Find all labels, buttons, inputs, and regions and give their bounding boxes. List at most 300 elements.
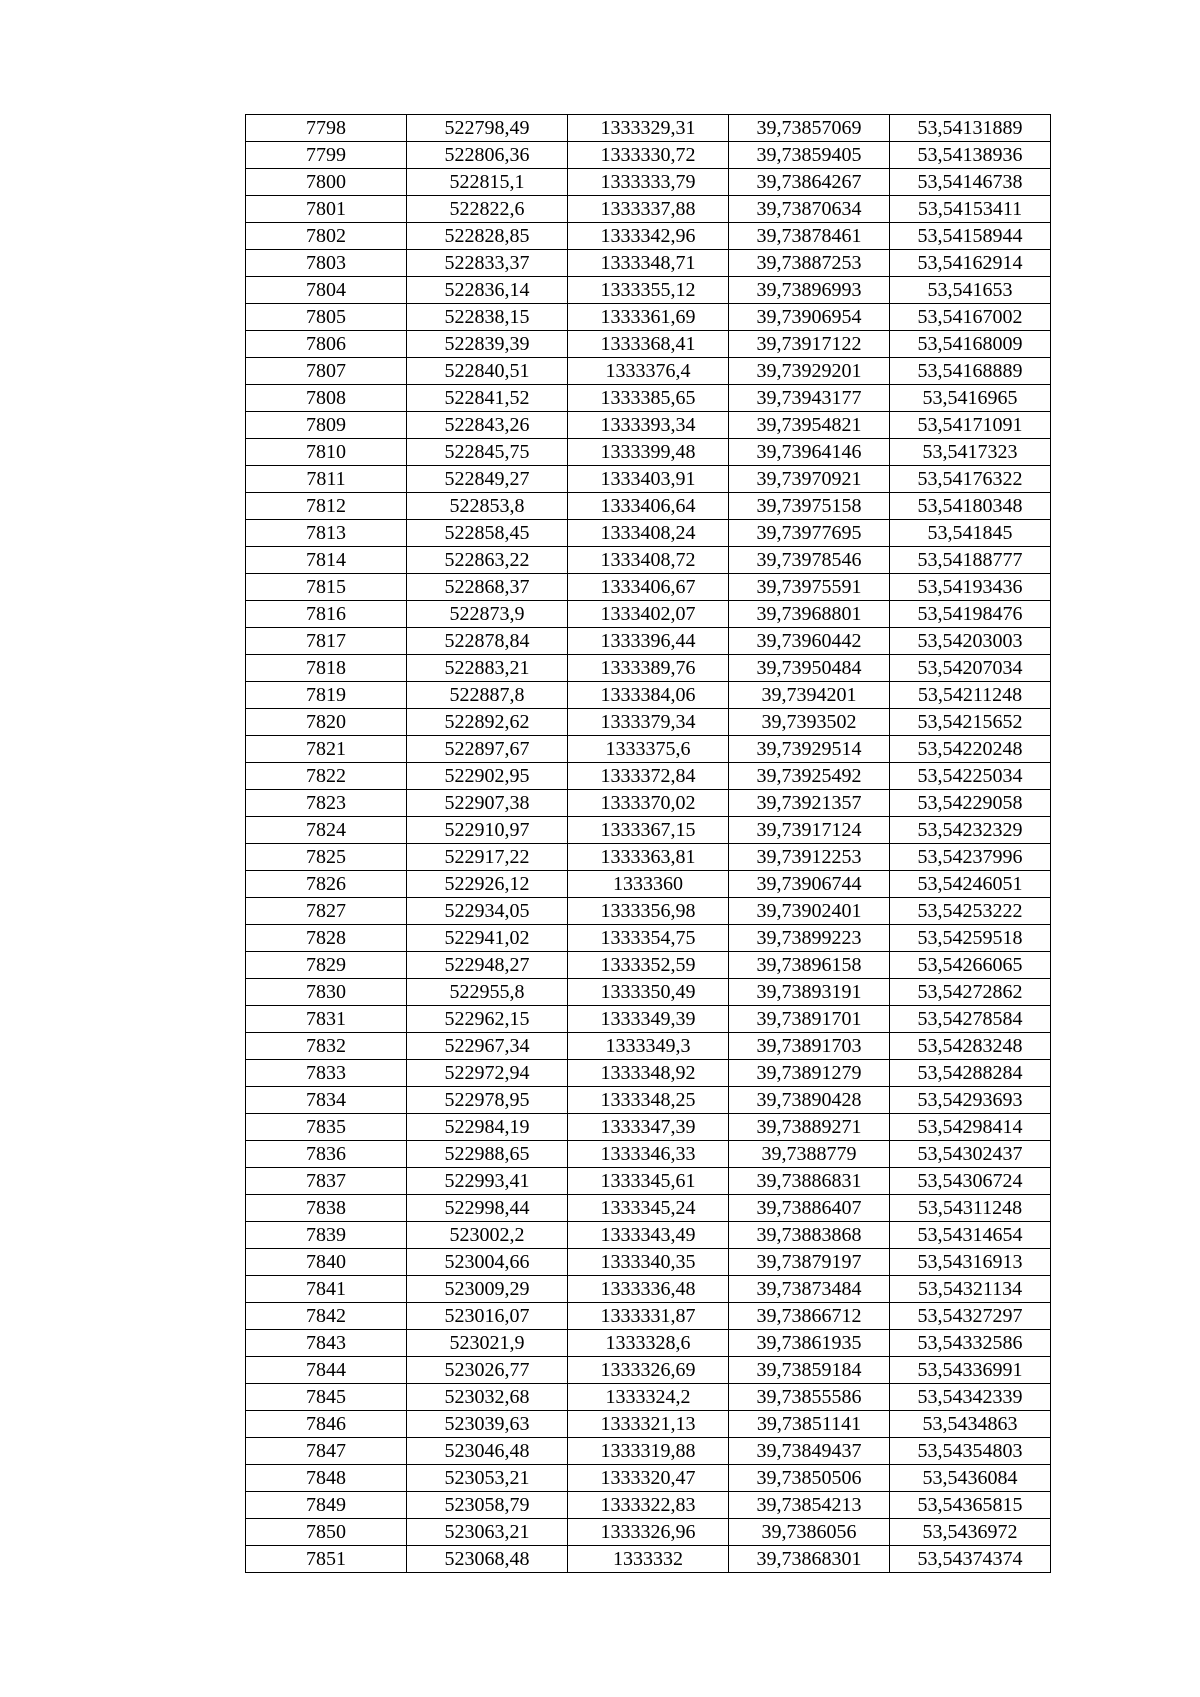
x-coordinate-cell: 522828,85 — [407, 223, 568, 250]
x-coordinate-cell: 522840,51 — [407, 358, 568, 385]
x-coordinate-cell: 523068,48 — [407, 1546, 568, 1573]
point-number-cell: 7800 — [246, 169, 407, 196]
longitude-cell: 39,73978546 — [729, 547, 890, 574]
longitude-cell: 39,73864267 — [729, 169, 890, 196]
point-number-cell: 7846 — [246, 1411, 407, 1438]
latitude-cell: 53,54146738 — [890, 169, 1051, 196]
y-coordinate-cell: 1333355,12 — [568, 277, 729, 304]
longitude-cell: 39,73968801 — [729, 601, 890, 628]
y-coordinate-cell: 1333406,64 — [568, 493, 729, 520]
longitude-cell: 39,73887253 — [729, 250, 890, 277]
latitude-cell: 53,54272862 — [890, 979, 1051, 1006]
y-coordinate-cell: 1333342,96 — [568, 223, 729, 250]
latitude-cell: 53,54176322 — [890, 466, 1051, 493]
point-number-cell: 7820 — [246, 709, 407, 736]
x-coordinate-cell: 522833,37 — [407, 250, 568, 277]
x-coordinate-cell: 522883,21 — [407, 655, 568, 682]
y-coordinate-cell: 1333403,91 — [568, 466, 729, 493]
x-coordinate-cell: 522902,95 — [407, 763, 568, 790]
table-row — [246, 1465, 1051, 1492]
y-coordinate-cell: 1333408,72 — [568, 547, 729, 574]
latitude-cell: 53,54171091 — [890, 412, 1051, 439]
table-row — [246, 196, 1051, 223]
x-coordinate-cell: 522841,52 — [407, 385, 568, 412]
y-coordinate-cell: 1333331,87 — [568, 1303, 729, 1330]
longitude-cell: 39,73943177 — [729, 385, 890, 412]
latitude-cell: 53,54131889 — [890, 115, 1051, 142]
latitude-cell: 53,5416965 — [890, 385, 1051, 412]
table-row — [246, 439, 1051, 466]
latitude-cell: 53,54342339 — [890, 1384, 1051, 1411]
x-coordinate-cell: 522863,22 — [407, 547, 568, 574]
longitude-cell: 39,7386056 — [729, 1519, 890, 1546]
table-row — [246, 817, 1051, 844]
y-coordinate-cell: 1333354,75 — [568, 925, 729, 952]
y-coordinate-cell: 1333376,4 — [568, 358, 729, 385]
latitude-cell: 53,54246051 — [890, 871, 1051, 898]
point-number-cell: 7835 — [246, 1114, 407, 1141]
point-number-cell: 7843 — [246, 1330, 407, 1357]
latitude-cell: 53,54188777 — [890, 547, 1051, 574]
point-number-cell: 7814 — [246, 547, 407, 574]
x-coordinate-cell: 522845,75 — [407, 439, 568, 466]
point-number-cell: 7828 — [246, 925, 407, 952]
longitude-cell: 39,73866712 — [729, 1303, 890, 1330]
x-coordinate-cell: 522815,1 — [407, 169, 568, 196]
longitude-cell: 39,73870634 — [729, 196, 890, 223]
latitude-cell: 53,54211248 — [890, 682, 1051, 709]
latitude-cell: 53,54302437 — [890, 1141, 1051, 1168]
longitude-cell: 39,73917122 — [729, 331, 890, 358]
table-row — [246, 1006, 1051, 1033]
longitude-cell: 39,73906744 — [729, 871, 890, 898]
longitude-cell: 39,73861935 — [729, 1330, 890, 1357]
y-coordinate-cell: 1333321,13 — [568, 1411, 729, 1438]
latitude-cell: 53,541653 — [890, 277, 1051, 304]
latitude-cell: 53,54232329 — [890, 817, 1051, 844]
point-number-cell: 7830 — [246, 979, 407, 1006]
point-number-cell: 7822 — [246, 763, 407, 790]
x-coordinate-cell: 522849,27 — [407, 466, 568, 493]
longitude-cell: 39,7394201 — [729, 682, 890, 709]
y-coordinate-cell: 1333356,98 — [568, 898, 729, 925]
table-row — [246, 358, 1051, 385]
latitude-cell: 53,54215652 — [890, 709, 1051, 736]
point-number-cell: 7826 — [246, 871, 407, 898]
y-coordinate-cell: 1333372,84 — [568, 763, 729, 790]
table-row — [246, 1114, 1051, 1141]
longitude-cell: 39,73891703 — [729, 1033, 890, 1060]
longitude-cell: 39,73889271 — [729, 1114, 890, 1141]
y-coordinate-cell: 1333345,61 — [568, 1168, 729, 1195]
table-row — [246, 979, 1051, 1006]
latitude-cell: 53,54168889 — [890, 358, 1051, 385]
latitude-cell: 53,54229058 — [890, 790, 1051, 817]
table-row — [246, 574, 1051, 601]
latitude-cell: 53,54193436 — [890, 574, 1051, 601]
y-coordinate-cell: 1333326,96 — [568, 1519, 729, 1546]
x-coordinate-cell: 523046,48 — [407, 1438, 568, 1465]
y-coordinate-cell: 1333337,88 — [568, 196, 729, 223]
latitude-cell: 53,54293693 — [890, 1087, 1051, 1114]
point-number-cell: 7823 — [246, 790, 407, 817]
point-number-cell: 7851 — [246, 1546, 407, 1573]
y-coordinate-cell: 1333370,02 — [568, 790, 729, 817]
table-row — [246, 142, 1051, 169]
point-number-cell: 7809 — [246, 412, 407, 439]
longitude-cell: 39,73950484 — [729, 655, 890, 682]
latitude-cell: 53,54225034 — [890, 763, 1051, 790]
y-coordinate-cell: 1333352,59 — [568, 952, 729, 979]
point-number-cell: 7841 — [246, 1276, 407, 1303]
longitude-cell: 39,73896993 — [729, 277, 890, 304]
latitude-cell: 53,54253222 — [890, 898, 1051, 925]
longitude-cell: 39,73859405 — [729, 142, 890, 169]
point-number-cell: 7817 — [246, 628, 407, 655]
x-coordinate-cell: 522887,8 — [407, 682, 568, 709]
latitude-cell: 53,54180348 — [890, 493, 1051, 520]
longitude-cell: 39,73850506 — [729, 1465, 890, 1492]
y-coordinate-cell: 1333363,81 — [568, 844, 729, 871]
latitude-cell: 53,54336991 — [890, 1357, 1051, 1384]
longitude-cell: 39,73975158 — [729, 493, 890, 520]
point-number-cell: 7811 — [246, 466, 407, 493]
table-row — [246, 547, 1051, 574]
x-coordinate-cell: 523021,9 — [407, 1330, 568, 1357]
y-coordinate-cell: 1333368,41 — [568, 331, 729, 358]
x-coordinate-cell: 522962,15 — [407, 1006, 568, 1033]
y-coordinate-cell: 1333375,6 — [568, 736, 729, 763]
longitude-cell: 39,73878461 — [729, 223, 890, 250]
table-row — [246, 331, 1051, 358]
table-row — [246, 1033, 1051, 1060]
point-number-cell: 7840 — [246, 1249, 407, 1276]
table-row — [246, 1411, 1051, 1438]
x-coordinate-cell: 522873,9 — [407, 601, 568, 628]
table-row — [246, 412, 1051, 439]
longitude-cell: 39,73893191 — [729, 979, 890, 1006]
point-number-cell: 7802 — [246, 223, 407, 250]
latitude-cell: 53,54266065 — [890, 952, 1051, 979]
x-coordinate-cell: 522948,27 — [407, 952, 568, 979]
table-row — [246, 250, 1051, 277]
latitude-cell: 53,54207034 — [890, 655, 1051, 682]
longitude-cell: 39,73868301 — [729, 1546, 890, 1573]
y-coordinate-cell: 1333345,24 — [568, 1195, 729, 1222]
point-number-cell: 7831 — [246, 1006, 407, 1033]
x-coordinate-cell: 522843,26 — [407, 412, 568, 439]
longitude-cell: 39,73873484 — [729, 1276, 890, 1303]
x-coordinate-cell: 523032,68 — [407, 1384, 568, 1411]
y-coordinate-cell: 1333385,65 — [568, 385, 729, 412]
latitude-cell: 53,5436084 — [890, 1465, 1051, 1492]
longitude-cell: 39,73851141 — [729, 1411, 890, 1438]
y-coordinate-cell: 1333319,88 — [568, 1438, 729, 1465]
longitude-cell: 39,73921357 — [729, 790, 890, 817]
longitude-cell: 39,73902401 — [729, 898, 890, 925]
point-number-cell: 7824 — [246, 817, 407, 844]
point-number-cell: 7819 — [246, 682, 407, 709]
table-row — [246, 1438, 1051, 1465]
y-coordinate-cell: 1333322,83 — [568, 1492, 729, 1519]
latitude-cell: 53,54316913 — [890, 1249, 1051, 1276]
y-coordinate-cell: 1333329,31 — [568, 115, 729, 142]
longitude-cell: 39,73855586 — [729, 1384, 890, 1411]
x-coordinate-cell: 523053,21 — [407, 1465, 568, 1492]
latitude-cell: 53,54168009 — [890, 331, 1051, 358]
x-coordinate-cell: 522967,34 — [407, 1033, 568, 1060]
y-coordinate-cell: 1333346,33 — [568, 1141, 729, 1168]
longitude-cell: 39,73886831 — [729, 1168, 890, 1195]
x-coordinate-cell: 523009,29 — [407, 1276, 568, 1303]
x-coordinate-cell: 522838,15 — [407, 304, 568, 331]
longitude-cell: 39,73890428 — [729, 1087, 890, 1114]
latitude-cell: 53,54283248 — [890, 1033, 1051, 1060]
x-coordinate-cell: 522798,49 — [407, 115, 568, 142]
point-number-cell: 7810 — [246, 439, 407, 466]
point-number-cell: 7844 — [246, 1357, 407, 1384]
latitude-cell: 53,54138936 — [890, 142, 1051, 169]
point-number-cell: 7849 — [246, 1492, 407, 1519]
x-coordinate-cell: 522934,05 — [407, 898, 568, 925]
table-row — [246, 601, 1051, 628]
y-coordinate-cell: 1333348,92 — [568, 1060, 729, 1087]
y-coordinate-cell: 1333330,72 — [568, 142, 729, 169]
longitude-cell: 39,73925492 — [729, 763, 890, 790]
table-row — [246, 1384, 1051, 1411]
table-row — [246, 1141, 1051, 1168]
table-row — [246, 304, 1051, 331]
latitude-cell: 53,54332586 — [890, 1330, 1051, 1357]
x-coordinate-cell: 522836,14 — [407, 277, 568, 304]
latitude-cell: 53,54259518 — [890, 925, 1051, 952]
y-coordinate-cell: 1333326,69 — [568, 1357, 729, 1384]
point-number-cell: 7834 — [246, 1087, 407, 1114]
latitude-cell: 53,5434863 — [890, 1411, 1051, 1438]
longitude-cell: 39,73854213 — [729, 1492, 890, 1519]
x-coordinate-cell: 523063,21 — [407, 1519, 568, 1546]
longitude-cell: 39,73849437 — [729, 1438, 890, 1465]
latitude-cell: 53,541845 — [890, 520, 1051, 547]
longitude-cell: 39,7388779 — [729, 1141, 890, 1168]
longitude-cell: 39,73929514 — [729, 736, 890, 763]
x-coordinate-cell: 522984,19 — [407, 1114, 568, 1141]
y-coordinate-cell: 1333320,47 — [568, 1465, 729, 1492]
point-number-cell: 7818 — [246, 655, 407, 682]
latitude-cell: 53,54365815 — [890, 1492, 1051, 1519]
y-coordinate-cell: 1333379,34 — [568, 709, 729, 736]
longitude-cell: 39,73954821 — [729, 412, 890, 439]
longitude-cell: 39,7393502 — [729, 709, 890, 736]
x-coordinate-cell: 522978,95 — [407, 1087, 568, 1114]
x-coordinate-cell: 522878,84 — [407, 628, 568, 655]
table-row — [246, 1195, 1051, 1222]
point-number-cell: 7821 — [246, 736, 407, 763]
point-number-cell: 7848 — [246, 1465, 407, 1492]
longitude-cell: 39,73912253 — [729, 844, 890, 871]
point-number-cell: 7803 — [246, 250, 407, 277]
table-row — [246, 1168, 1051, 1195]
longitude-cell: 39,73977695 — [729, 520, 890, 547]
x-coordinate-cell: 522910,97 — [407, 817, 568, 844]
table-row — [246, 709, 1051, 736]
latitude-cell: 53,54354803 — [890, 1438, 1051, 1465]
table-row — [246, 1330, 1051, 1357]
y-coordinate-cell: 1333399,48 — [568, 439, 729, 466]
x-coordinate-cell: 522917,22 — [407, 844, 568, 871]
y-coordinate-cell: 1333406,67 — [568, 574, 729, 601]
table-row — [246, 169, 1051, 196]
longitude-cell: 39,73960442 — [729, 628, 890, 655]
y-coordinate-cell: 1333360 — [568, 871, 729, 898]
point-number-cell: 7836 — [246, 1141, 407, 1168]
longitude-cell: 39,73917124 — [729, 817, 890, 844]
table-row — [246, 493, 1051, 520]
table-row — [246, 682, 1051, 709]
table-row — [246, 1357, 1051, 1384]
y-coordinate-cell: 1333361,69 — [568, 304, 729, 331]
point-number-cell: 7815 — [246, 574, 407, 601]
point-number-cell: 7798 — [246, 115, 407, 142]
point-number-cell: 7837 — [246, 1168, 407, 1195]
y-coordinate-cell: 1333393,34 — [568, 412, 729, 439]
y-coordinate-cell: 1333389,76 — [568, 655, 729, 682]
point-number-cell: 7832 — [246, 1033, 407, 1060]
latitude-cell: 53,54327297 — [890, 1303, 1051, 1330]
x-coordinate-cell: 522822,6 — [407, 196, 568, 223]
point-number-cell: 7839 — [246, 1222, 407, 1249]
table-row — [246, 1492, 1051, 1519]
latitude-cell: 53,54198476 — [890, 601, 1051, 628]
table-row — [246, 385, 1051, 412]
longitude-cell: 39,73859184 — [729, 1357, 890, 1384]
longitude-cell: 39,73891279 — [729, 1060, 890, 1087]
table-row — [246, 763, 1051, 790]
x-coordinate-cell: 523058,79 — [407, 1492, 568, 1519]
y-coordinate-cell: 1333333,79 — [568, 169, 729, 196]
x-coordinate-cell: 522868,37 — [407, 574, 568, 601]
latitude-cell: 53,54321134 — [890, 1276, 1051, 1303]
table-row — [246, 466, 1051, 493]
point-number-cell: 7829 — [246, 952, 407, 979]
coordinate-table — [245, 114, 1051, 1573]
table-row — [246, 520, 1051, 547]
latitude-cell: 53,54220248 — [890, 736, 1051, 763]
table-row — [246, 1249, 1051, 1276]
table-row — [246, 1222, 1051, 1249]
point-number-cell: 7850 — [246, 1519, 407, 1546]
point-number-cell: 7842 — [246, 1303, 407, 1330]
latitude-cell: 53,54288284 — [890, 1060, 1051, 1087]
table-row — [246, 1060, 1051, 1087]
y-coordinate-cell: 1333350,49 — [568, 979, 729, 1006]
y-coordinate-cell: 1333336,48 — [568, 1276, 729, 1303]
point-number-cell: 7847 — [246, 1438, 407, 1465]
y-coordinate-cell: 1333348,71 — [568, 250, 729, 277]
point-number-cell: 7804 — [246, 277, 407, 304]
latitude-cell: 53,5436972 — [890, 1519, 1051, 1546]
longitude-cell: 39,73899223 — [729, 925, 890, 952]
longitude-cell: 39,73975591 — [729, 574, 890, 601]
table-row — [246, 115, 1051, 142]
point-number-cell: 7833 — [246, 1060, 407, 1087]
x-coordinate-cell: 522907,38 — [407, 790, 568, 817]
longitude-cell: 39,73896158 — [729, 952, 890, 979]
table-row — [246, 223, 1051, 250]
y-coordinate-cell: 1333408,24 — [568, 520, 729, 547]
table-row — [246, 736, 1051, 763]
table-row — [246, 790, 1051, 817]
x-coordinate-cell: 523004,66 — [407, 1249, 568, 1276]
x-coordinate-cell: 522926,12 — [407, 871, 568, 898]
table-row — [246, 925, 1051, 952]
coordinate-table-body — [246, 115, 1051, 1573]
y-coordinate-cell: 1333332 — [568, 1546, 729, 1573]
point-number-cell: 7799 — [246, 142, 407, 169]
latitude-cell: 53,54278584 — [890, 1006, 1051, 1033]
point-number-cell: 7808 — [246, 385, 407, 412]
point-number-cell: 7805 — [246, 304, 407, 331]
x-coordinate-cell: 522993,41 — [407, 1168, 568, 1195]
longitude-cell: 39,73883868 — [729, 1222, 890, 1249]
x-coordinate-cell: 523002,2 — [407, 1222, 568, 1249]
latitude-cell: 53,5417323 — [890, 439, 1051, 466]
longitude-cell: 39,73891701 — [729, 1006, 890, 1033]
y-coordinate-cell: 1333348,25 — [568, 1087, 729, 1114]
longitude-cell: 39,73857069 — [729, 115, 890, 142]
x-coordinate-cell: 522839,39 — [407, 331, 568, 358]
latitude-cell: 53,54203003 — [890, 628, 1051, 655]
x-coordinate-cell: 522806,36 — [407, 142, 568, 169]
latitude-cell: 53,54237996 — [890, 844, 1051, 871]
table-row — [246, 898, 1051, 925]
x-coordinate-cell: 522897,67 — [407, 736, 568, 763]
y-coordinate-cell: 1333384,06 — [568, 682, 729, 709]
table-row — [246, 277, 1051, 304]
y-coordinate-cell: 1333343,49 — [568, 1222, 729, 1249]
latitude-cell: 53,54306724 — [890, 1168, 1051, 1195]
latitude-cell: 53,54162914 — [890, 250, 1051, 277]
x-coordinate-cell: 522892,62 — [407, 709, 568, 736]
point-number-cell: 7827 — [246, 898, 407, 925]
latitude-cell: 53,54167002 — [890, 304, 1051, 331]
table-row — [246, 1087, 1051, 1114]
point-number-cell: 7816 — [246, 601, 407, 628]
point-number-cell: 7845 — [246, 1384, 407, 1411]
x-coordinate-cell: 522972,94 — [407, 1060, 568, 1087]
table-row — [246, 1303, 1051, 1330]
point-number-cell: 7813 — [246, 520, 407, 547]
x-coordinate-cell: 523026,77 — [407, 1357, 568, 1384]
y-coordinate-cell: 1333347,39 — [568, 1114, 729, 1141]
latitude-cell: 53,54314654 — [890, 1222, 1051, 1249]
x-coordinate-cell: 522998,44 — [407, 1195, 568, 1222]
table-row — [246, 871, 1051, 898]
y-coordinate-cell: 1333349,39 — [568, 1006, 729, 1033]
point-number-cell: 7806 — [246, 331, 407, 358]
longitude-cell: 39,73879197 — [729, 1249, 890, 1276]
latitude-cell: 53,54153411 — [890, 196, 1051, 223]
longitude-cell: 39,73906954 — [729, 304, 890, 331]
y-coordinate-cell: 1333349,3 — [568, 1033, 729, 1060]
table-row — [246, 1546, 1051, 1573]
latitude-cell: 53,54311248 — [890, 1195, 1051, 1222]
x-coordinate-cell: 522955,8 — [407, 979, 568, 1006]
point-number-cell: 7812 — [246, 493, 407, 520]
longitude-cell: 39,73929201 — [729, 358, 890, 385]
y-coordinate-cell: 1333340,35 — [568, 1249, 729, 1276]
point-number-cell: 7825 — [246, 844, 407, 871]
